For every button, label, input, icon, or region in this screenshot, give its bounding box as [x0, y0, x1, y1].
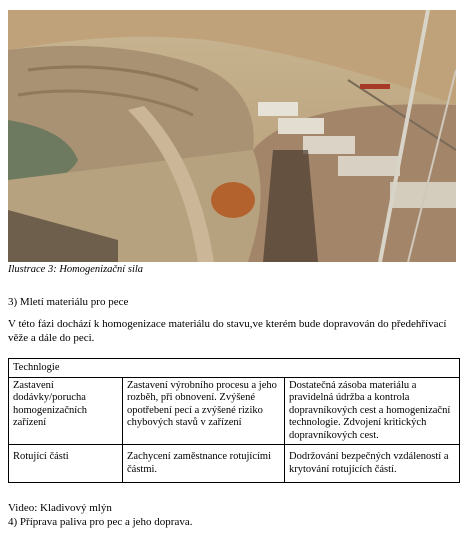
table-row: [9, 377, 460, 445]
hazard-cell: Zastavení dodávky/porucha homogenizačních zařízení: [9, 377, 123, 445]
consequence-cell: Zastavení výrobního procesu a jeho rozběh, při obnovení. Zvýšené opotřebení pecí a zvýšené riziko chybových stavů v zařízení: [123, 377, 285, 445]
consequence-cell: Zachycení zaměstnance rotujícími částmi.: [123, 445, 285, 483]
measure-cell: Dodržování bezpečných vzdáleností a krytování rotujících částí.: [285, 445, 460, 483]
risk-table: [8, 358, 460, 483]
measure-cell: Dostatečná zásoba materiálu a pravidelná údržba a kontrola dopravníkových cest a homogenizační technologie. Zdvojení kritických dopravníkových cest.: [285, 377, 460, 445]
table-row: [9, 445, 460, 483]
video-link[interactable]: Video: Kladivový mlýn: [8, 502, 112, 514]
quarry-photo: [8, 10, 456, 262]
section-heading-4: 4) Příprava paliva pro pec a jeho doprava.: [8, 516, 193, 528]
hazard-cell: Rotující části: [9, 445, 123, 483]
section-heading-3: 3) Mletí materiálu pro pece: [8, 296, 129, 308]
table-header: Technlogie: [9, 359, 460, 378]
figure-caption: Ilustrace 3: Homogenizační sila: [8, 264, 144, 275]
section-3-paragraph: V této fázi dochází k homogenizace materiálu do stavu,ve kterém bude dopravován do předehřívací věže a dále do peci.: [8, 318, 447, 344]
